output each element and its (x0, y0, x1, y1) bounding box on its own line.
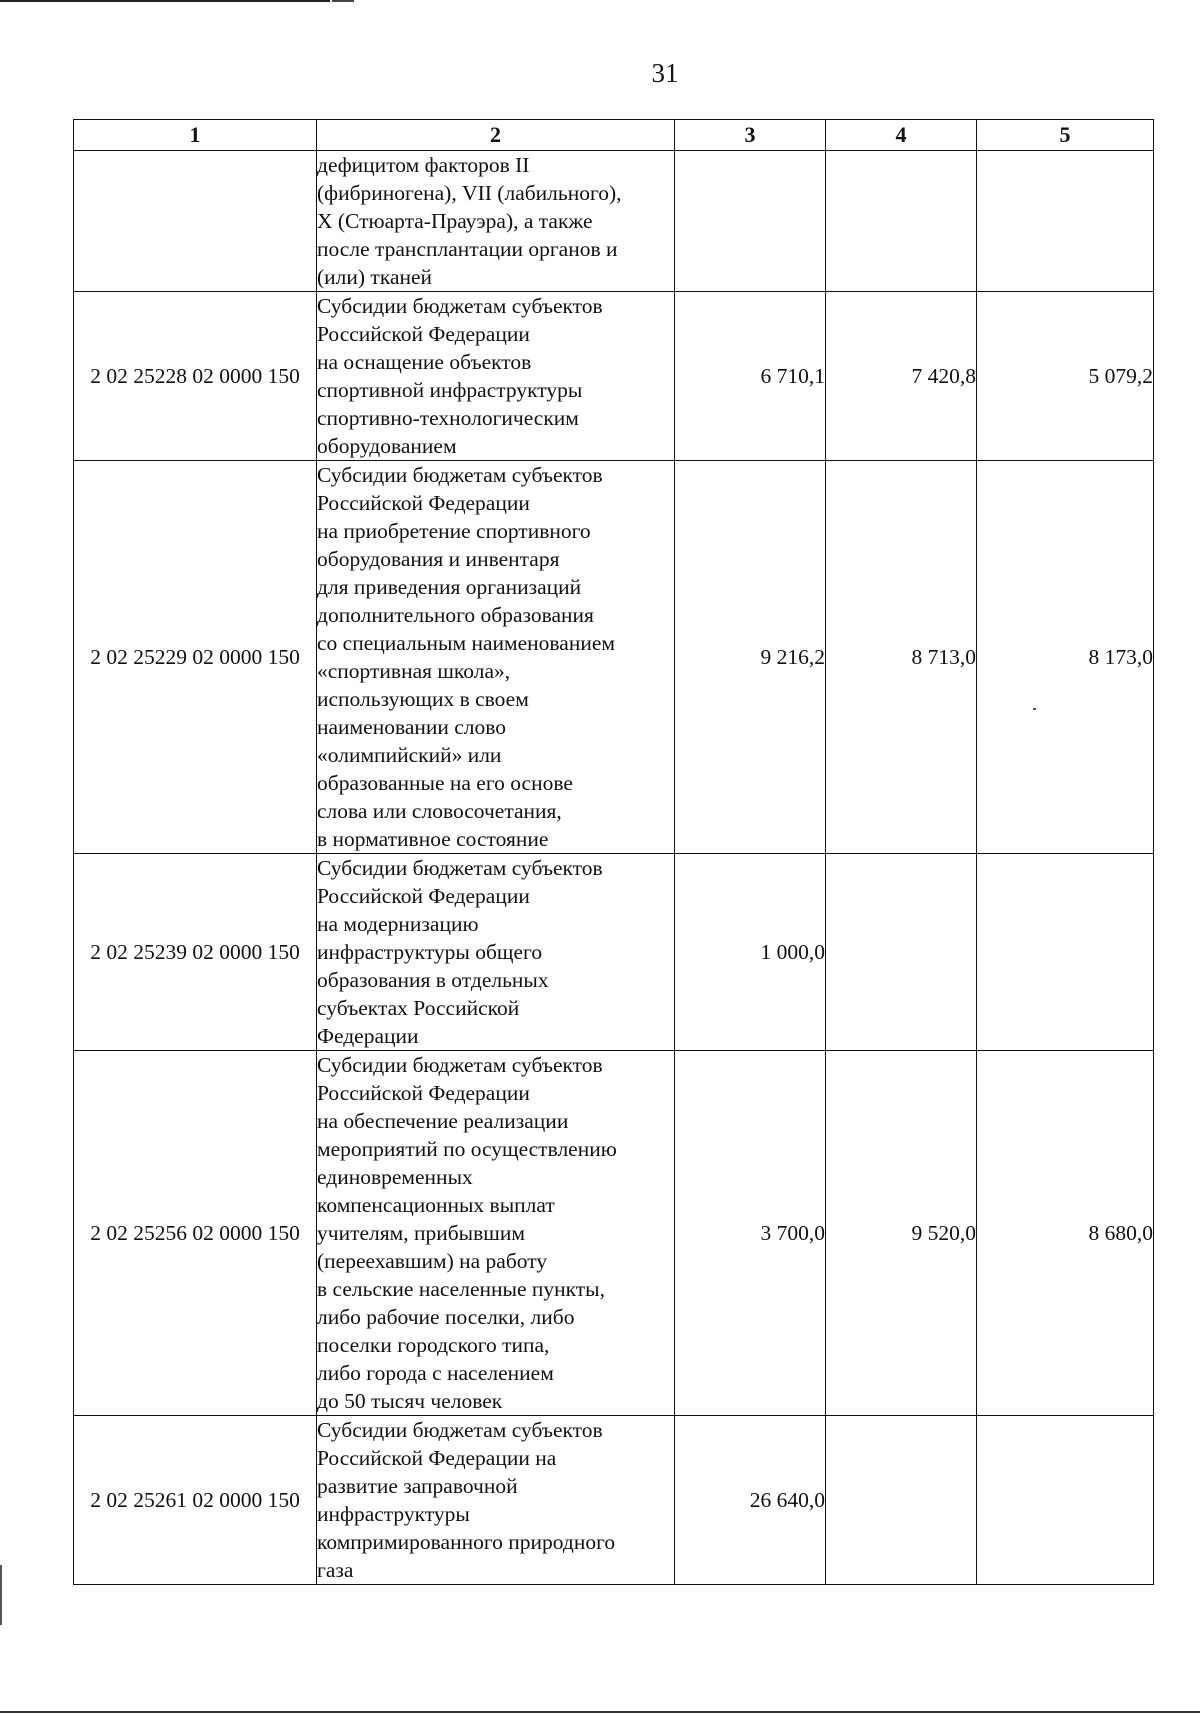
income-name-line: (фибриногена), VII (лабильного), (317, 181, 622, 205)
income-name-line: Российской Федерации (317, 491, 530, 515)
header-col-4: 4 (826, 120, 977, 151)
income-name-line: компримированного природного (317, 1530, 616, 1554)
amount-cell-col-3 (675, 151, 826, 292)
income-name-line: до 50 тысяч человек (317, 1389, 503, 1413)
income-name-line: Федерации (317, 1024, 419, 1048)
scan-edge-left-mark (0, 1565, 2, 1625)
income-name-line: на оснащение объектов (317, 350, 532, 374)
table-row (74, 151, 1154, 292)
income-name-line: «спортивная школа», (317, 659, 511, 683)
income-name-line: после трансплантации органов и (317, 237, 618, 261)
income-name-line: в сельские населенные пункты, (317, 1277, 606, 1301)
income-name-line: Российской Федерации (317, 322, 530, 346)
income-name-line: мероприятий по осуществлению (317, 1137, 617, 1161)
income-code-cell: 2 02 25228 02 0000 150 (74, 292, 317, 461)
income-name-line: слова или словосочетания, (317, 799, 562, 823)
income-name-line: поселки городского типа, (317, 1333, 550, 1357)
income-name-line: Российской Федерации (317, 1081, 530, 1105)
header-col-2: 2 (317, 120, 675, 151)
amount-cell-col-5 (977, 854, 1154, 1051)
income-name-cell (317, 854, 675, 1051)
amount-cell-col-4: 9 520,0 (826, 1051, 977, 1416)
income-name-line: дополнительного образования (317, 603, 594, 627)
scan-edge-top-dash (332, 0, 354, 2)
page-number: 31 (651, 58, 679, 88)
income-name-cell (317, 1416, 675, 1585)
table-header (74, 120, 1154, 151)
income-code-cell: 2 02 25256 02 0000 150 (74, 1051, 317, 1416)
income-name-line: (переехавшим) на работу (317, 1249, 548, 1273)
scan-edge-top (0, 0, 330, 2)
income-name-line: либо города с населением (317, 1361, 554, 1385)
table-row (74, 461, 1154, 854)
amount-cell-col-4 (826, 151, 977, 292)
income-code-cell (74, 151, 317, 292)
amount-cell-col-3: 3 700,0 (675, 1051, 826, 1416)
amount-cell-col-5: 8 680,0 (977, 1051, 1154, 1416)
header-col-3: 3 (675, 120, 826, 151)
income-name-cell (317, 461, 675, 854)
income-name-line: либо рабочие поселки, либо (317, 1305, 575, 1329)
amount-cell-col-4 (826, 1416, 977, 1585)
income-name-cell (317, 1051, 675, 1416)
income-name-line: Российской Федерации (317, 884, 530, 908)
income-name-line: в нормативное состояние (317, 827, 549, 851)
table-row (74, 292, 1154, 461)
income-name-line: Субсидии бюджетам субъектов (317, 1418, 603, 1442)
income-name-line: Российской Федерации на (317, 1446, 557, 1470)
income-name-line: Субсидии бюджетам субъектов (317, 1053, 603, 1077)
income-name-line: X (Стюарта-Прауэра), а также (317, 209, 593, 233)
amount-cell-col-3: 6 710,1 (675, 292, 826, 461)
amount-cell-col-5 (977, 151, 1154, 292)
income-name-line: образованные на его основе (317, 771, 573, 795)
amount-cell-col-3: 26 640,0 (675, 1416, 826, 1585)
income-name-line: оборудования и инвентаря (317, 547, 560, 571)
table-body (74, 151, 1154, 1585)
amount-cell-col-4: 8 713,0 (826, 461, 977, 854)
table-row (74, 1051, 1154, 1416)
income-name-line: со специальным наименованием (317, 631, 615, 655)
income-name-line: субъектах Российской (317, 996, 520, 1020)
income-name-line: инфраструктуры общего (317, 940, 543, 964)
income-code-cell: 2 02 25239 02 0000 150 (74, 854, 317, 1051)
table-row (74, 854, 1154, 1051)
income-name-line: на приобретение спортивного (317, 519, 591, 543)
income-name-line: Субсидии бюджетам субъектов (317, 463, 603, 487)
amount-cell-col-3: 9 216,2 (675, 461, 826, 854)
income-name-line: оборудованием (317, 434, 457, 458)
income-code-cell: 2 02 25229 02 0000 150 (74, 461, 317, 854)
income-name-line: развитие заправочной (317, 1474, 518, 1498)
income-name-line: учителям, прибывшим (317, 1221, 525, 1245)
income-name-line: Субсидии бюджетам субъектов (317, 856, 603, 880)
income-name-line: «олимпийский» или (317, 743, 502, 767)
income-name-line: для приведения организаций (317, 575, 582, 599)
amount-cell-col-4: 7 420,8 (826, 292, 977, 461)
income-name-line: на обеспечение реализации (317, 1109, 569, 1133)
income-name-line: Субсидии бюджетам субъектов (317, 294, 603, 318)
income-code-cell: 2 02 25261 02 0000 150 (74, 1416, 317, 1585)
income-name-cell (317, 151, 675, 292)
budget-table (73, 119, 1154, 1585)
header-col-1: 1 (74, 120, 317, 151)
income-name-line: компенсационных выплат (317, 1193, 555, 1217)
income-name-cell (317, 292, 675, 461)
income-name-line: использующих в своем (317, 687, 529, 711)
income-name-line: дефицитом факторов II (317, 153, 530, 177)
income-name-line: газа (317, 1558, 354, 1582)
amount-cell-col-3: 1 000,0 (675, 854, 826, 1051)
table-row (74, 1416, 1154, 1585)
income-name-line: наименовании слово (317, 715, 507, 739)
income-name-line: единовременных (317, 1165, 473, 1189)
amount-cell-col-5 (977, 1416, 1154, 1585)
amount-cell-col-5: 8 173,0 (977, 461, 1154, 854)
income-name-line: (или) тканей (317, 265, 433, 289)
income-name-line: инфраструктуры (317, 1502, 470, 1526)
amount-cell-col-5: 5 079,2 (977, 292, 1154, 461)
amount-cell-col-4 (826, 854, 977, 1051)
header-col-5: 5 (977, 120, 1154, 151)
header-row (74, 120, 1154, 151)
income-name-line: образования в отдельных (317, 968, 549, 992)
scan-edge-bottom (0, 1711, 1200, 1713)
income-name-line: на модернизацию (317, 912, 479, 936)
income-name-line: спортивно-технологическим (317, 406, 579, 430)
income-name-line: спортивной инфраструктуры (317, 378, 583, 402)
